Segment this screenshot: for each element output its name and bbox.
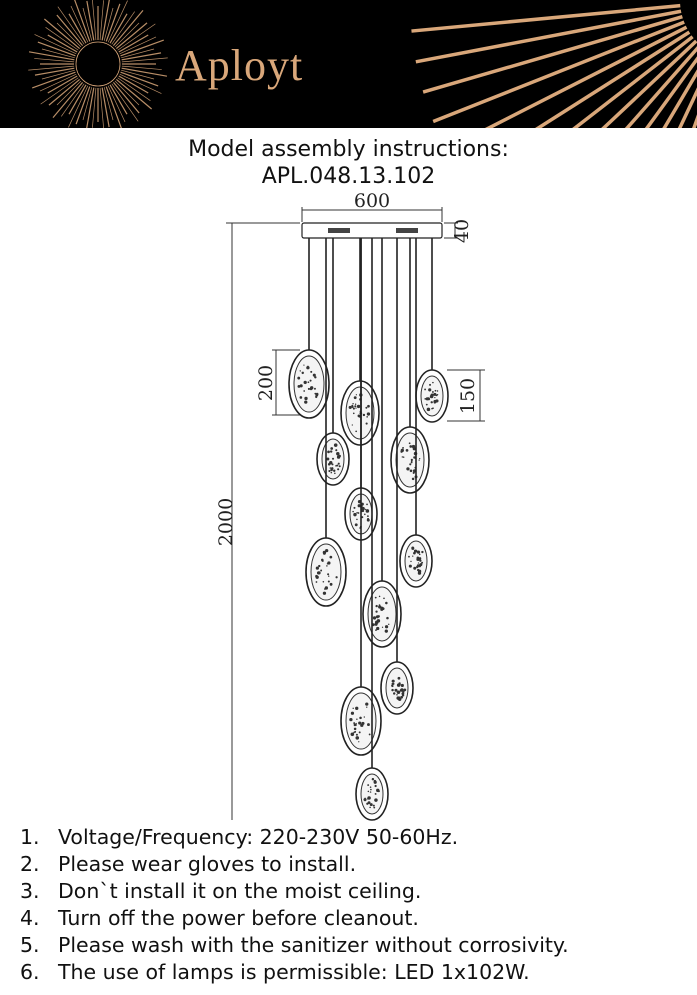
instruction-item bbox=[20, 905, 569, 932]
pendant-light bbox=[341, 687, 381, 755]
pendant-small-label: 150 bbox=[457, 377, 479, 415]
instruction-number: 3. bbox=[20, 879, 40, 903]
pendant-light bbox=[341, 381, 379, 445]
instruction-number: 6. bbox=[20, 960, 40, 984]
pendant-light bbox=[400, 535, 432, 587]
model-number: APL.048.13.102 bbox=[261, 164, 436, 189]
instruction-text: Don`t install it on the moist ceiling. bbox=[58, 879, 422, 903]
pendant-group bbox=[289, 238, 448, 820]
instruction-number: 4. bbox=[20, 906, 40, 930]
instruction-item bbox=[20, 824, 569, 851]
pendant-light bbox=[363, 581, 401, 647]
pendant-light bbox=[356, 768, 388, 820]
instruction-text: Please wear gloves to install. bbox=[58, 852, 357, 876]
instruction-number: 5. bbox=[20, 933, 40, 957]
pendant-light bbox=[306, 538, 346, 606]
canopy-width-label: 600 bbox=[353, 190, 391, 212]
brand-logo: Aployt bbox=[175, 41, 304, 90]
instruction-item bbox=[20, 932, 569, 959]
overall-height-dimension bbox=[226, 223, 300, 820]
instruction-text: Turn off the power before cleanout. bbox=[58, 906, 419, 930]
pendant-large-label: 200 bbox=[255, 364, 277, 402]
instruction-text: The use of lamps is permissible: LED 1x102W. bbox=[58, 960, 530, 984]
instruction-number: 1. bbox=[20, 825, 40, 849]
instruction-item bbox=[20, 878, 569, 905]
instruction-item bbox=[20, 851, 569, 878]
instruction-text: Voltage/Frequency: 220-230V 50-60Hz. bbox=[58, 825, 459, 849]
overall-height-label: 2000 bbox=[215, 497, 237, 547]
pendant-light bbox=[381, 662, 413, 714]
ceiling-canopy bbox=[302, 223, 442, 238]
instructions-list bbox=[20, 824, 569, 986]
canopy-height-label: 40 bbox=[451, 218, 473, 244]
pendant-light bbox=[317, 433, 349, 485]
instruction-item bbox=[20, 959, 569, 986]
instruction-number: 2. bbox=[20, 852, 40, 876]
pendant-light bbox=[416, 370, 448, 422]
page-title: Model assembly instructions: bbox=[188, 137, 509, 162]
instruction-text: Please wash with the sanitizer without corrosivity. bbox=[58, 933, 569, 957]
pendant-light bbox=[289, 350, 329, 418]
